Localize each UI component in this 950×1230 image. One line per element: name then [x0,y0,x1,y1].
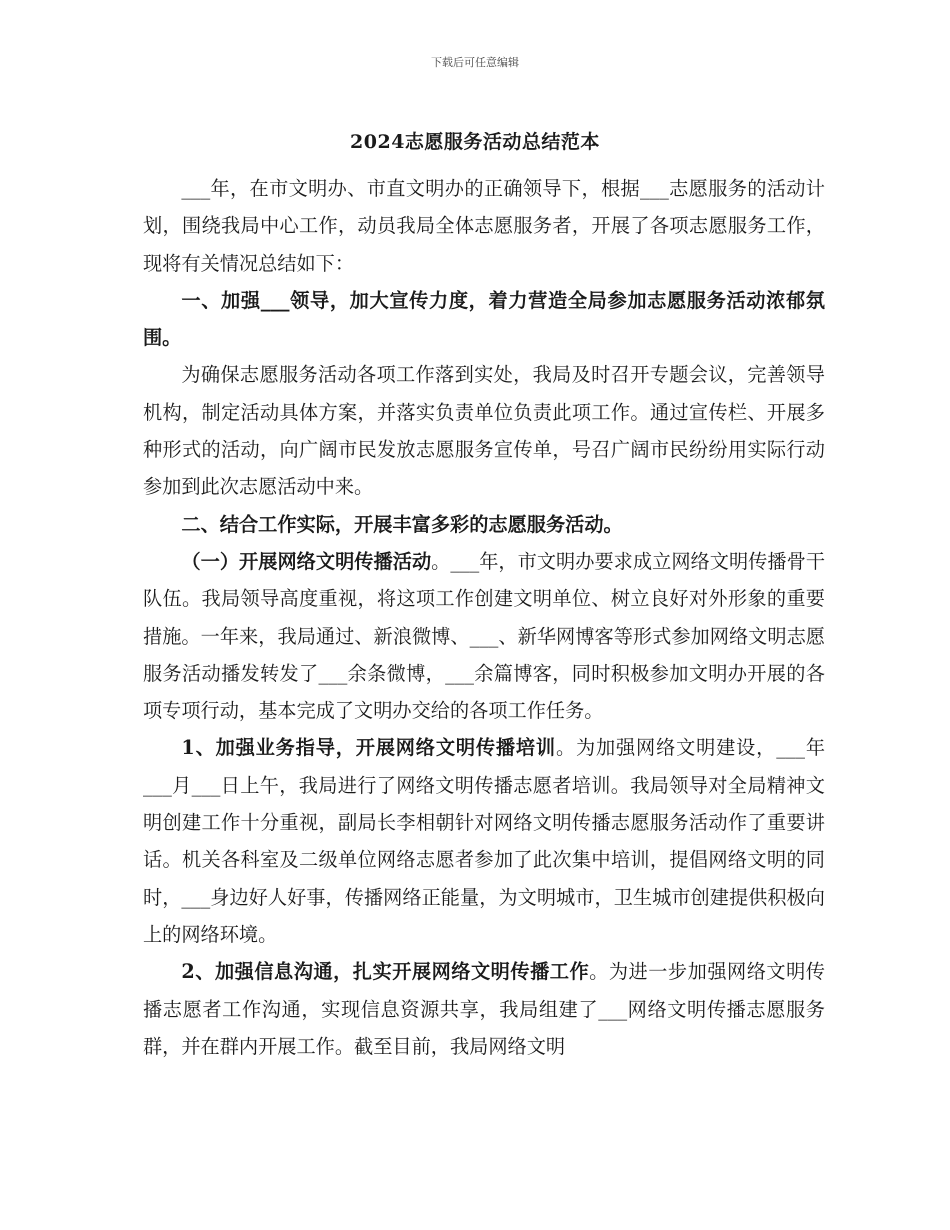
document-title: 2024志愿服务活动总结范本 [350,131,600,153]
page-header: 下载后可任意编辑 [431,56,519,69]
section-heading-1: 一、加强___领导，加大宣传力度，着力营造全局参加志愿服务活动浓郁氛围。 [143,288,825,350]
document-body [143,170,825,1065]
subsection-lead: （一）开展网络文明传播活动 [181,549,432,573]
item-1-paragraph [143,729,825,953]
section-heading-2: 二、结合工作实际，开展丰富多彩的志愿服务活动。 [181,512,623,536]
item-1-lead: 1、加强业务指导，开展网络文明传播培训 [181,736,556,760]
intro-paragraph: ___年，在市文明办、市直文明办的正确领导下，根据___志愿服务的活动计划，围绕我局中心工作，动员我局全体志愿服务者，开展了各项志愿服务工作，现将有关情况总结如下： [143,177,825,275]
section-1-paragraph: 为确保志愿服务活动各项工作落到实处，我局及时召开专题会议，完善领导机构，制定活动具体方案，并落实负责单位负责此项工作。通过宣传栏、开展多种形式的活动，向广阔市民发放志愿服务宣传单，号召广阔市民纷纷用实际行动参加到此次志愿活动中来。 [143,363,825,499]
subsection-paragraph [143,543,825,729]
item-2-text: 。为进一步加强网络文明传播志愿者工作沟通，实现信息资源共享，我局组建了___网络文明传播志愿服务群，并在群内开展工作。截至目前，我局网络文明 [143,960,825,1058]
subsection-text: 。___年，市文明办要求成立网络文明传播骨干队伍。我局领导高度重视，将这项工作创建文明单位、树立良好对外形象的重要措施。一年来，我局通过、新浪微博、___、新华网博客等形式参加网络文明志愿服务活动播发转发了___余条微博，___余篇博客，同时积极参加文明办开展的各项专项行动，基本完成了文明办交给的各项工作任务。 [143,549,826,723]
item-2-lead: 2、加强信息沟通，扎实开展网络文明传播工作 [181,960,590,984]
item-1-text: 。为加强网络文明建设，___年___月___日上午，我局进行了网络文明传播志愿者培训。我局领导对全局精神文明创建工作十分重视，副局长李相朝针对网络文明传播志愿服务活动作了重要讲话。机关各科室及二级单位网络志愿者参加了此次集中培训，提倡网络文明的同时，___身边好人好事，传播网络正能量，为文明城市，卫生城市创建提供积极向上的网络环境。 [143,736,826,946]
item-2-paragraph [143,953,825,1065]
